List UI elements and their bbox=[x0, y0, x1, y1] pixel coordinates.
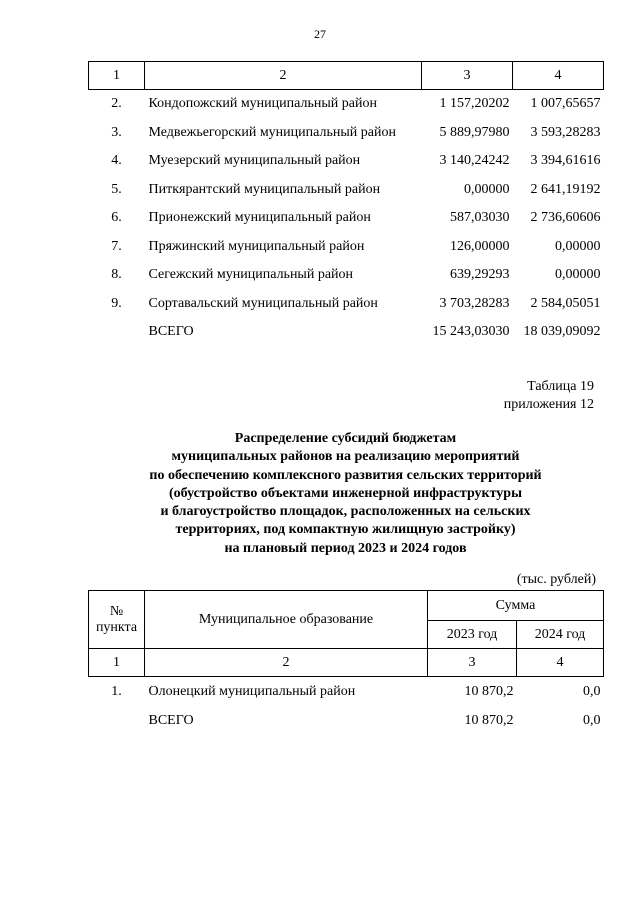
header-cell: 3 bbox=[422, 62, 513, 90]
index-cell: 1 bbox=[89, 649, 145, 677]
title-line: муниципальных районов на реализацию мероприятий bbox=[171, 449, 520, 465]
table-row bbox=[89, 204, 604, 233]
table-row bbox=[89, 176, 604, 205]
row-number: 5. bbox=[111, 181, 122, 197]
total-label: ВСЕГО bbox=[148, 324, 194, 340]
district-name: Сегежский муниципальный район bbox=[148, 267, 354, 283]
index-cell: 4 bbox=[517, 649, 604, 677]
value-col4: 3 593,28283 bbox=[530, 124, 601, 140]
row-number: 4. bbox=[111, 153, 122, 169]
row-number: 6. bbox=[111, 210, 122, 226]
index-cell: 2 bbox=[145, 649, 428, 677]
table-row bbox=[89, 677, 604, 707]
header-num bbox=[89, 591, 145, 649]
value-col4: 3 394,61616 bbox=[530, 153, 601, 169]
header-cell: 1 bbox=[89, 62, 145, 90]
value-col3: 5 889,97980 bbox=[439, 124, 510, 140]
district-name: Олонецкий муниципальный район bbox=[148, 683, 356, 699]
table-label bbox=[504, 378, 594, 414]
value-col3: 587,03030 bbox=[450, 210, 510, 226]
total-col4: 0,0 bbox=[583, 712, 601, 728]
value-col3: 10 870,2 bbox=[464, 683, 514, 699]
value-col4: 2 641,19192 bbox=[530, 181, 601, 197]
row-number: 8. bbox=[111, 267, 122, 283]
total-col3: 10 870,2 bbox=[464, 712, 514, 728]
value-col4: 0,0 bbox=[583, 683, 601, 699]
value-col3: 639,29293 bbox=[450, 267, 510, 283]
page-number: 27 bbox=[314, 27, 326, 41]
unit-label: (тыс. рублей) bbox=[516, 572, 596, 587]
total-col3: 15 243,03030 bbox=[432, 324, 510, 340]
title-line: Распределение субсидий бюджетам bbox=[234, 431, 457, 446]
district-name: Пряжинский муниципальный район bbox=[148, 238, 365, 254]
row-number: 9. bbox=[111, 295, 122, 311]
district-name: Прионежский муниципальный район bbox=[148, 210, 371, 226]
total-label: ВСЕГО bbox=[148, 712, 194, 728]
title-line: на плановый период 2023 и 2024 годов bbox=[224, 540, 467, 556]
header-sum: Сумма bbox=[428, 591, 604, 621]
table-row bbox=[89, 119, 604, 148]
value-col3: 3 703,28283 bbox=[439, 295, 510, 311]
district-name: Сортавальский муниципальный район bbox=[148, 295, 378, 311]
table-title bbox=[88, 430, 603, 558]
title-line: и благоустройство площадок, расположенных на сельских bbox=[160, 504, 531, 520]
total-col4: 18 039,09092 bbox=[523, 324, 601, 340]
table-row bbox=[89, 290, 604, 319]
table-row bbox=[89, 90, 604, 119]
title-line: территориях, под компактную жилищную застройку) bbox=[175, 522, 516, 538]
index-cell: 3 bbox=[428, 649, 517, 677]
total-row bbox=[89, 706, 604, 735]
value-col4: 0,00000 bbox=[555, 267, 601, 283]
value-col3: 1 157,20202 bbox=[439, 96, 510, 112]
title-line: по обеспечению комплексного развития сельских территорий bbox=[149, 467, 542, 483]
row-number: 7. bbox=[111, 238, 122, 254]
total-row bbox=[89, 318, 604, 347]
table-label-line: Таблица 19 bbox=[527, 379, 594, 394]
header-num-line: пункта bbox=[95, 619, 138, 635]
row-number: 3. bbox=[111, 124, 122, 140]
table-label-line: приложения 12 bbox=[503, 397, 594, 412]
header-cell: 4 bbox=[513, 62, 604, 90]
district-name: Питкярантский муниципальный район bbox=[148, 181, 381, 197]
value-col4: 0,00000 bbox=[555, 238, 601, 254]
value-col3: 3 140,24242 bbox=[439, 153, 510, 169]
district-name: Кондопожский муниципальный район bbox=[148, 96, 377, 112]
table-row bbox=[89, 261, 604, 290]
table-header-row bbox=[89, 591, 604, 621]
value-col4: 2 736,60606 bbox=[530, 210, 601, 226]
row-number: 1. bbox=[111, 683, 122, 699]
table-row bbox=[89, 147, 604, 176]
subsidy-table-continued bbox=[88, 61, 604, 347]
value-col4: 2 584,05051 bbox=[530, 295, 601, 311]
value-col3: 0,00000 bbox=[464, 181, 510, 197]
header-name: Муниципальное образование bbox=[145, 591, 428, 649]
header-year: 2023 год bbox=[428, 621, 517, 649]
table-row bbox=[89, 233, 604, 262]
header-num-line: № bbox=[109, 603, 124, 619]
table-index-row bbox=[89, 649, 604, 677]
header-year: 2024 год bbox=[517, 621, 604, 649]
row-number: 2. bbox=[111, 96, 122, 112]
value-col3: 126,00000 bbox=[450, 238, 510, 254]
table-header-row bbox=[89, 62, 604, 90]
subsidy-table bbox=[88, 590, 604, 735]
district-name: Медвежьегорский муниципальный район bbox=[148, 124, 396, 140]
value-col4: 1 007,65657 bbox=[530, 96, 601, 112]
title-line: (обустройство объектами инженерной инфраструктуры bbox=[168, 485, 523, 501]
header-cell: 2 bbox=[145, 62, 422, 90]
district-name: Муезерский муниципальный район bbox=[148, 153, 361, 169]
